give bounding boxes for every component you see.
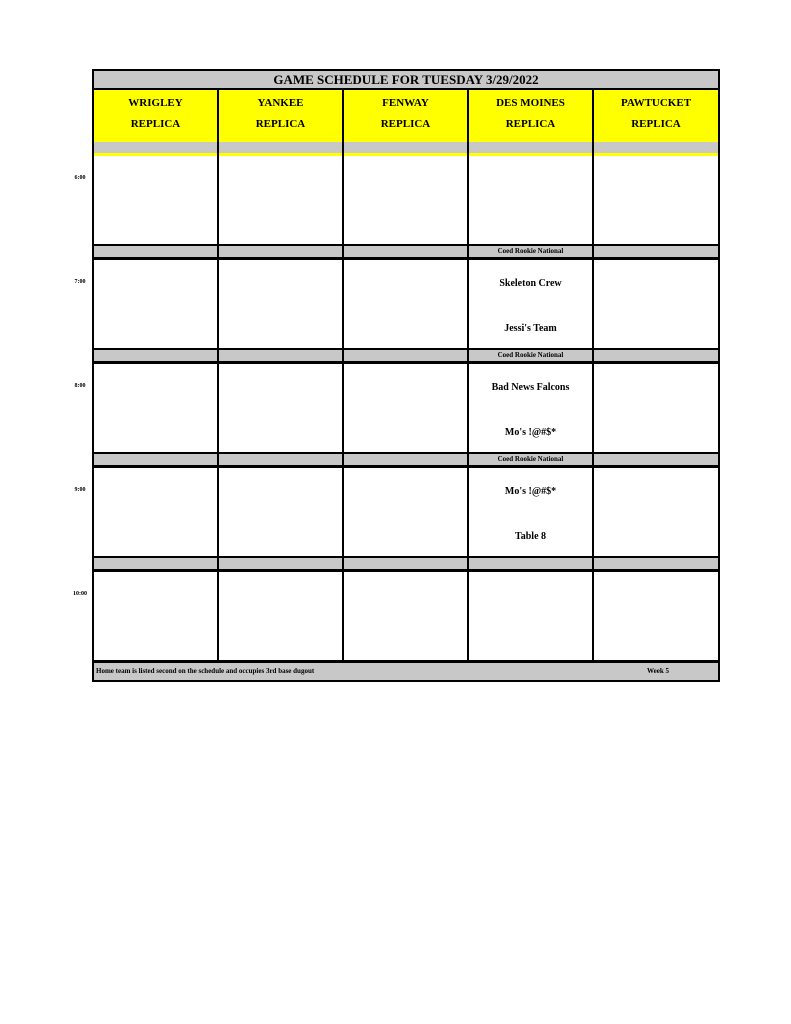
division-band	[344, 558, 467, 569]
field-name: YANKEE	[257, 97, 304, 109]
division-band	[594, 454, 718, 465]
home-team: Jessi's Team	[504, 323, 557, 334]
game-cell-pawtucket	[594, 468, 718, 556]
game-cell-des-moines	[469, 572, 592, 660]
field-name: WRIGLEY	[128, 97, 183, 109]
division-band: Coed Rookie National	[469, 350, 592, 361]
division-band	[594, 558, 718, 569]
visiting-team: Bad News Falcons	[491, 382, 570, 393]
game-cell-fenway	[344, 156, 467, 244]
game-cell-fenway	[344, 468, 467, 556]
division-band	[94, 246, 217, 257]
time-label: 6:00	[74, 175, 86, 181]
game-cell-fenway	[344, 364, 467, 452]
game-cell-yankee	[219, 364, 342, 452]
game-cell-wrigley	[94, 572, 217, 660]
time-label: 7:00	[74, 279, 86, 285]
game-cell-pawtucket	[594, 260, 718, 348]
game-cell-yankee	[219, 260, 342, 348]
division-band	[219, 142, 342, 153]
field-sub: REPLICA	[255, 118, 306, 130]
field-name: FENWAY	[382, 97, 429, 109]
division-band	[219, 350, 342, 361]
game-cell-pawtucket	[594, 156, 718, 244]
field-sub: REPLICA	[505, 118, 556, 130]
home-team: Mo's !@#$*	[504, 427, 557, 438]
division-band	[469, 142, 592, 153]
division-band	[594, 350, 718, 361]
schedule-table	[92, 69, 720, 682]
game-cell-pawtucket	[594, 572, 718, 660]
game-cell-fenway	[344, 260, 467, 348]
time-label: 10:00	[73, 591, 87, 597]
division-band	[94, 142, 217, 153]
division-band	[219, 454, 342, 465]
game-cell-fenway	[344, 572, 467, 660]
game-cell-yankee	[219, 572, 342, 660]
week-label: Week 5	[647, 667, 669, 675]
game-cell-des-moines	[469, 260, 592, 348]
game-cell-wrigley	[94, 156, 217, 244]
division-band	[594, 142, 718, 153]
division-band	[94, 558, 217, 569]
field-name: PAWTUCKET	[620, 97, 692, 109]
time-label: 8:00	[74, 383, 86, 389]
game-cell-des-moines	[469, 468, 592, 556]
field-sub: REPLICA	[631, 118, 681, 130]
game-cell-yankee	[219, 156, 342, 244]
game-cell-pawtucket	[594, 364, 718, 452]
footer-note: Home team is listed second on the schedule and occupies 3rd base dugout	[96, 667, 315, 675]
game-cell-wrigley	[94, 364, 217, 452]
division-band	[469, 558, 592, 569]
game-cell-wrigley	[94, 260, 217, 348]
division-band	[344, 142, 467, 153]
division-band	[594, 246, 718, 257]
division-band: Coed Rookie National	[469, 246, 592, 257]
division-band	[219, 246, 342, 257]
time-label: 9:00	[74, 487, 86, 493]
field-sub: REPLICA	[130, 118, 181, 130]
division-band	[219, 558, 342, 569]
field-name: DES MOINES	[496, 97, 565, 109]
game-cell-yankee	[219, 468, 342, 556]
division-band	[344, 246, 467, 257]
field-sub: REPLICA	[380, 118, 431, 130]
division-band	[94, 454, 217, 465]
division-band	[344, 454, 467, 465]
game-cell-des-moines	[469, 364, 592, 452]
visiting-team: Skeleton Crew	[499, 278, 562, 289]
game-cell-wrigley	[94, 468, 217, 556]
division-band: Coed Rookie National	[469, 454, 592, 465]
division-band	[344, 350, 467, 361]
visiting-team: Mo's !@#$*	[504, 486, 557, 497]
home-team: Table 8	[514, 531, 547, 542]
schedule-title: GAME SCHEDULE FOR TUESDAY 3/29/2022	[94, 71, 718, 88]
game-cell-des-moines	[469, 156, 592, 244]
division-band	[94, 350, 217, 361]
schedule-footer	[94, 663, 718, 680]
